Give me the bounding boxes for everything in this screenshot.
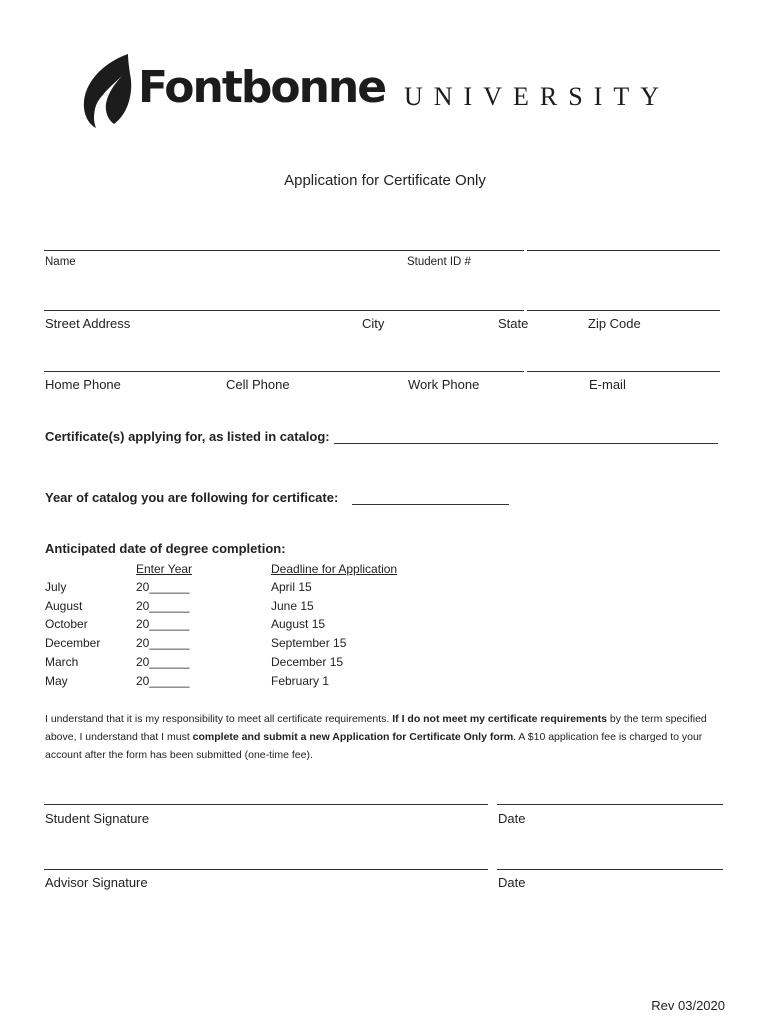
month-label: March [45,655,79,669]
home-phone-label: Home Phone [45,377,121,392]
month-label: July [45,580,67,594]
year-blank[interactable]: 20______ [136,636,190,650]
advisor-date-label: Date [498,875,526,890]
student-id-field-line[interactable] [527,250,720,251]
address-field-line[interactable] [44,310,524,311]
deadline-value: December 15 [271,655,344,669]
city-label: City [362,316,385,331]
student-signature-line[interactable] [44,804,488,805]
deadline-header: Deadline for Application [271,562,398,576]
deadline-value: June 15 [271,599,314,613]
logo-wordmark: Fontbonne [138,62,386,113]
statement-text-4: complete and submit a new Application for Certificate Only form [192,731,514,743]
revision-label: Rev 03/2020 [651,998,725,1013]
street-address-label: Street Address [45,316,131,331]
month-label: December [45,636,101,650]
name-label: Name [45,256,76,268]
logo-university: UNIVERSITY [404,82,670,111]
deadline-value: August 15 [271,617,326,631]
advisor-signature-line[interactable] [44,869,488,870]
zip-field-line[interactable] [527,310,720,311]
work-phone-label: Work Phone [408,377,480,392]
catalog-year-label: Year of catalog you are following for certificate: [45,490,339,505]
year-blank[interactable]: 20______ [136,674,190,688]
year-blank[interactable]: 20______ [136,655,190,669]
statement-text-3: by the term specified above, I understand that I must [45,713,707,743]
deadline-value: September 15 [271,636,347,650]
enter-year-header: Enter Year [136,562,193,576]
advisor-signature-label: Advisor Signature [45,875,148,890]
student-date-line[interactable] [497,804,723,805]
name-field-line[interactable] [44,250,524,251]
form-title: Application for Certificate Only [284,172,486,189]
month-label: October [45,617,88,631]
deadline-value: April 15 [271,580,312,594]
student-id-label: Student ID # [407,256,471,268]
state-label: State [498,316,529,331]
statement-text-1: I understand that it is my responsibility to meet all certificate requirements. [45,713,393,725]
month-label: May [45,674,68,688]
email-label: E-mail [589,377,626,392]
year-blank[interactable]: 20______ [136,617,190,631]
completion-heading: Anticipated date of degree completion: [45,541,286,556]
year-blank[interactable]: 20______ [136,599,190,613]
responsibility-statement [45,710,727,764]
cell-phone-label: Cell Phone [226,377,290,392]
phone-field-line[interactable] [44,371,524,372]
certificates-label: Certificate(s) applying for, as listed in catalog: [45,429,330,444]
advisor-date-line[interactable] [497,869,723,870]
month-label: August [45,599,83,613]
deadline-value: February 1 [271,674,330,688]
student-date-label: Date [498,811,526,826]
email-field-line[interactable] [527,371,720,372]
catalog-year-field-line[interactable] [352,504,509,505]
zip-code-label: Zip Code [588,316,641,331]
flame-leaf-icon [78,52,136,130]
certificates-field-line[interactable] [334,443,718,444]
statement-text-5: . A $10 application fee is charged to your account after the form has been submitted (one-time fee). [45,731,703,761]
student-signature-label: Student Signature [45,811,150,826]
university-logo [78,52,698,132]
year-blank[interactable]: 20______ [136,580,190,594]
statement-text-2: If I do not meet my certificate requirements [392,713,607,725]
